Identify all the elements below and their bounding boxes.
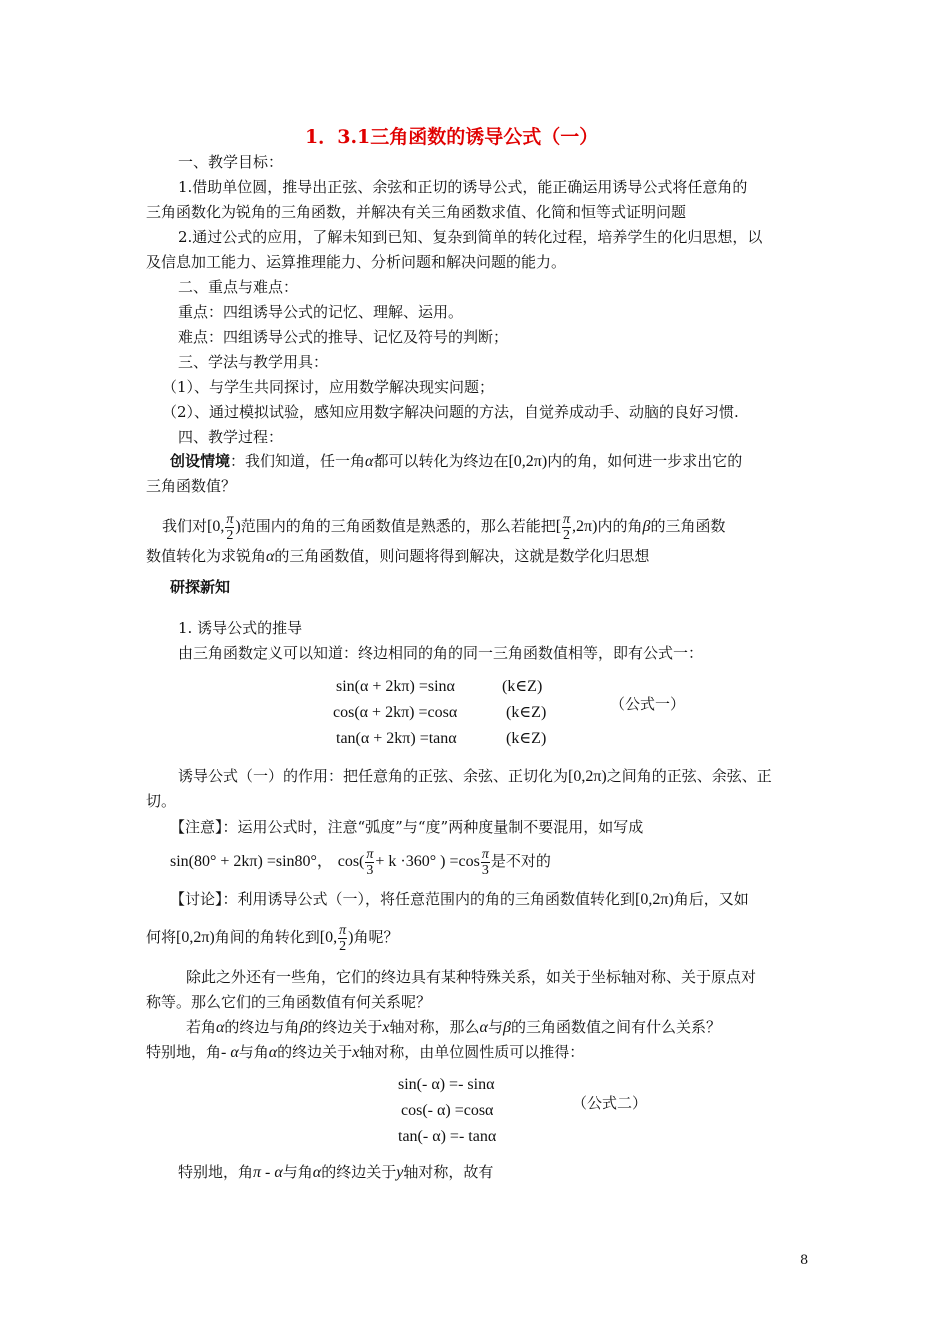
formula-2-cos: cos(- α) =cosα	[401, 1102, 494, 1119]
paragraph-2-line-a: 我们对[0, $\frac{\pi}{2}$ )范围内的角的三角函数值是熟悉的，那么若能把[ $\frac{\pi}{2}$ ,2π)内的角β的三角函数	[162, 511, 726, 543]
formula-1-cos: cos(α + 2kπ) =cosα	[333, 704, 458, 721]
paragraph-4-line-a: 若角α的终边与角β的终边关于x轴对称，那么α与β的三角函数值之间有什么关系？	[186, 1018, 721, 1036]
formula-1-tan-cond: (k∈Z)	[506, 730, 547, 747]
usage-line-b: 切。	[146, 792, 177, 810]
scene-line-b: 三角函数值？	[146, 477, 237, 495]
method-2: （2）、通过模拟试验，感知应用数字解决问题的方法，自觉养成动手、动脑的良好习惯.	[162, 403, 739, 421]
paragraph-3-line-b: 称等。那么它们的三角函数值有何关系呢？	[146, 993, 432, 1011]
section-heading-methods: 三、学法与教学用具：	[178, 353, 329, 371]
definition-line: 由三角函数定义可以知道：终边相同的角的同一三角函数值相等，即有公式一：	[178, 644, 704, 662]
page-number: 8	[800, 1253, 809, 1268]
fraction-pi-over-2: $\frac{\pi}{2}$	[339, 922, 347, 954]
subheading-explore: 研探新知	[170, 578, 231, 596]
paragraph-4-line-b: 特别地，角- α与角α的终边关于x轴对称，由单位圆性质可以推得：	[146, 1043, 585, 1061]
fraction-pi-over-2: $\frac{\pi}{2}$	[563, 511, 571, 543]
formula-1-label: （公式一）	[610, 695, 686, 713]
discussion-line-a: 【讨论】：利用诱导公式（一），将任意范围内的角的三角函数值转化到[0,2π)角后，又如	[170, 890, 749, 908]
note-example: sin(80° + 2kπ) =sin80°， cos( $\frac{\pi}{3}$ + k ·360° ) =cos $\frac{\pi}{3}$ 是不对的	[170, 846, 551, 878]
goal-2-line-b: 及信息加工能力、运算推理能力、分析问题和解决问题的能力。	[146, 253, 567, 271]
paragraph-3-line-a: 除此之外还有一些角，它们的终边具有某种特殊关系，如关于坐标轴对称、关于原点对	[186, 968, 757, 986]
scene-line-a: 创设情境：我们知道，任一角α都可以转化为终边在[0,2π)内的角，如何进一步求出它的	[170, 452, 743, 470]
usage-line-a: 诱导公式（一）的作用：把任意角的正弦、余弦、正切化为[0,2π)之间角的正弦、余弦、正	[178, 767, 772, 785]
formula-1-sin-cond: (k∈Z)	[502, 678, 543, 695]
note-line: 【注意】：运用公式时，注意“弧度”与“度”两种度量制不要混用，如写成	[170, 818, 644, 836]
section-heading-keypoints: 二、重点与难点：	[178, 278, 299, 296]
paragraph-2-line-b: 数值转化为求锐角α的三角函数值，则问题将得到解决，这就是数学化归思想	[146, 547, 650, 565]
discussion-line-b: 何将[0,2π)角间的角转化到[0, $\frac{\pi}{2}$ )角呢？	[146, 922, 399, 954]
fraction-pi-over-3: $\frac{\pi}{3}$	[481, 846, 489, 878]
section-heading-goals: 一、教学目标：	[178, 153, 284, 171]
key-point: 重点：四组诱导公式的记忆、理解、运用。	[178, 303, 464, 321]
scene-label: 创设情境	[170, 452, 231, 470]
fraction-pi-over-2: $\frac{\pi}{2}$	[226, 511, 234, 543]
formula-2-sin: sin(- α) =- sinα	[398, 1076, 495, 1093]
fraction-pi-over-3: $\frac{\pi}{3}$	[366, 846, 374, 878]
formula-1-cos-cond: (k∈Z)	[506, 704, 547, 721]
formula-2-tan: tan(- α) =- tanα	[398, 1128, 497, 1145]
note-label: 【注意】	[170, 818, 223, 836]
goal-1-line-b: 三角函数化为锐角的三角函数，并解决有关三角函数求值、化简和恒等式证明问题	[146, 203, 687, 221]
formula-1-sin: sin(α + 2kπ) =sinα	[336, 678, 455, 695]
discussion-label: 【讨论】	[170, 890, 223, 908]
difficulty-point: 难点：四组诱导公式的推导、记忆及符号的判断；	[178, 328, 509, 346]
page-title: 1．3.1三角函数的诱导公式（一）	[305, 126, 599, 148]
formula-2-label: （公式二）	[572, 1094, 648, 1112]
goal-2-line-a: 2.通过公式的应用，了解未知到已知、复杂到简单的转化过程，培养学生的化归思想，以	[178, 228, 763, 246]
goal-1-line-a: 1.借助单位圆，推导出正弦、余弦和正切的诱导公式，能正确运用诱导公式将任意角的	[178, 178, 748, 196]
paragraph-5: 特别地，角π - α与角α的终边关于y轴对称，故有	[178, 1163, 494, 1181]
subheading-derivation: 1. 诱导公式的推导	[178, 619, 303, 637]
formula-1-tan: tan(α + 2kπ) =tanα	[336, 730, 457, 747]
section-heading-process: 四、教学过程：	[178, 428, 284, 446]
method-1: （1）、与学生共同探讨，应用数学解决现实问题；	[162, 378, 495, 396]
